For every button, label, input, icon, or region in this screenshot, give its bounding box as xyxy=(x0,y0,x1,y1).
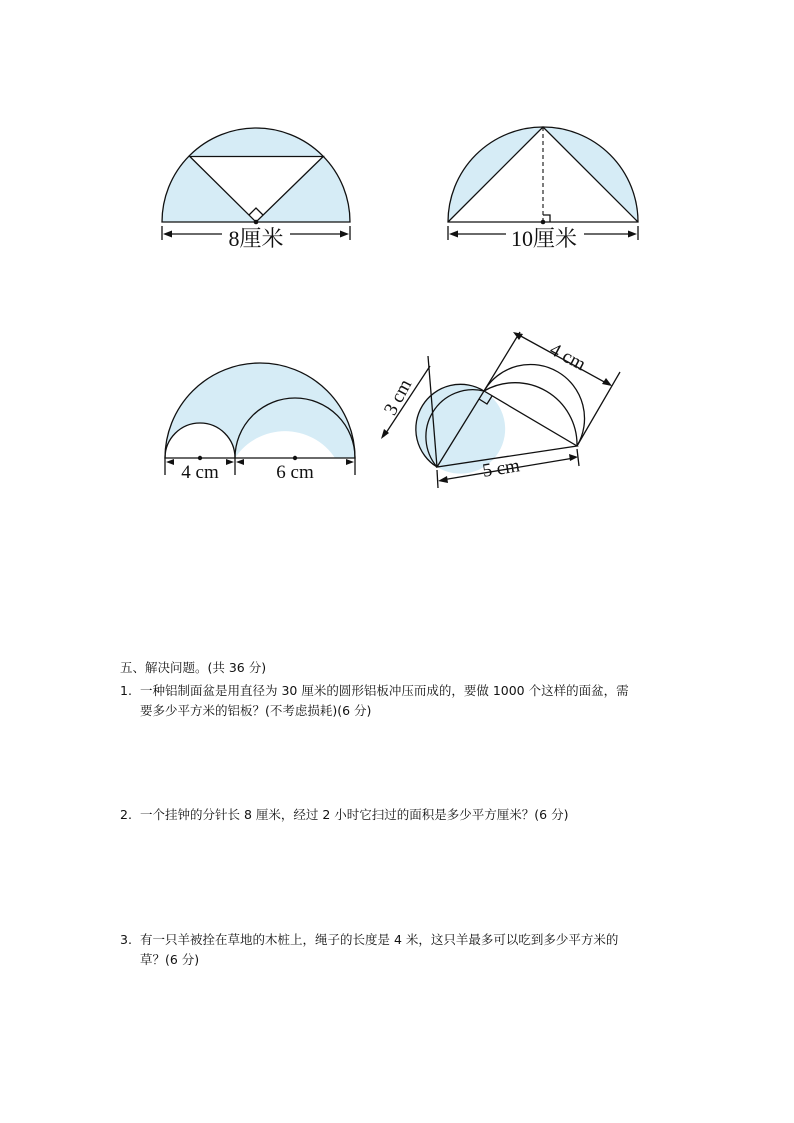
question-text-line2: 草？(6 分) xyxy=(140,952,200,967)
figure3-small-label: 4 cm xyxy=(181,462,219,483)
figure3-large-label: 6 cm xyxy=(276,462,314,483)
figure4-bottom-label: 5 cm xyxy=(480,455,522,482)
question-number: 1. xyxy=(120,683,132,698)
question-2 xyxy=(120,805,690,825)
figure4-top-label: 4 cm xyxy=(546,339,590,376)
question-text-line2: 要多少平方米的铝板？(不考虑损耗)(6 分) xyxy=(140,703,372,718)
figure-semicircle-triangle xyxy=(150,120,365,255)
question-text-line1: 一种铝制面盆是用直径为 30 厘米的圆形铝板冲压而成的，要做 1000 个这样的面盆，需 xyxy=(140,683,629,698)
figure-semicircle-right-triangle xyxy=(436,120,651,255)
section-title: 五、解决问题。(共 36 分) xyxy=(120,660,267,675)
question-number: 3. xyxy=(120,932,132,947)
question-1 xyxy=(120,681,690,721)
figure4-left-label: 3 cm xyxy=(380,375,417,419)
figure-semicircle-two-halves xyxy=(155,355,370,490)
question-3 xyxy=(120,930,690,970)
figure-right-triangle-semicircles xyxy=(370,318,635,493)
question-number: 2. xyxy=(120,807,132,822)
question-text-line1: 有一只羊被拴在草地的木桩上，绳子的长度是 4 米，这只羊最多可以吃到多少平方米的 xyxy=(140,932,619,947)
question-text-line1: 一个挂钟的分针长 8 厘米，经过 2 小时它扫过的面积是多少平方厘米？(6 分) xyxy=(140,807,569,822)
figure2-dimension-label: 10厘米 xyxy=(510,226,578,251)
figure1-dimension-label: 8厘米 xyxy=(228,226,284,251)
